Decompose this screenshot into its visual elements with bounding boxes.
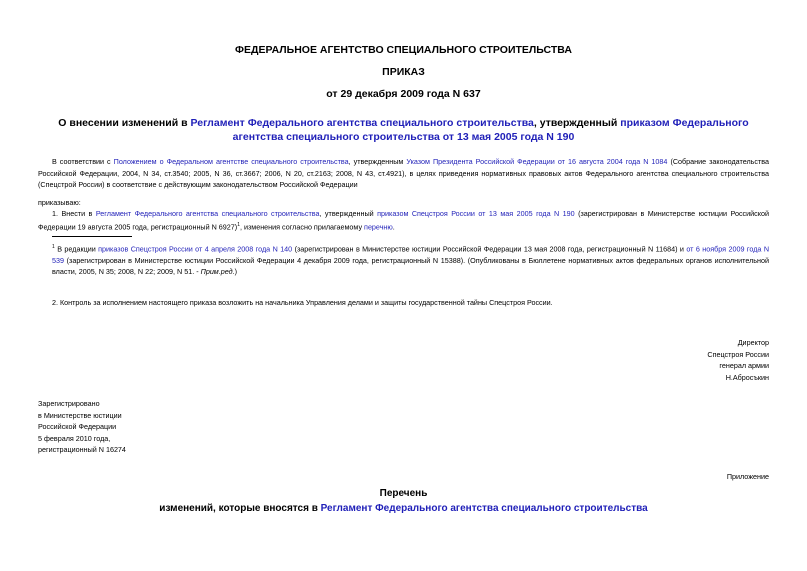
item-1-link-order[interactable]: приказом Спецстроя России от 13 мая 2005 года N 190 [377, 209, 575, 218]
title-text: , утвержденный [533, 117, 621, 129]
appendix-link-regulation[interactable]: Регламент Федерального агентства специального строительства [320, 503, 648, 514]
preamble-link-decree[interactable]: Указом Президента Российской Федерации от 16 августа 2004 года N 1084 [406, 157, 668, 166]
footnote-paragraph [52, 242, 769, 278]
title-link-regulation[interactable]: Регламент Федерального агентства специального строительства [190, 117, 534, 129]
signature-rank: генерал армии [719, 361, 769, 370]
registration-line: Российской Федерации [38, 422, 117, 431]
title-link-order[interactable]: приказом Федерального агентства специального строительства от 13 мая 2005 года N 190 [232, 117, 749, 143]
footnote-divider [52, 236, 132, 237]
appendix-label: Приложение [726, 472, 769, 481]
appendix-subtitle-text: изменений, которые вносятся в [159, 503, 321, 514]
registration-line: 5 февраля 2010 года, [38, 433, 111, 443]
title-text: О внесении изменений в [58, 117, 191, 129]
registration-line: Зарегистрировано [38, 399, 100, 408]
agency-name: ФЕДЕРАЛЬНОЕ АГЕНТСТВО СПЕЦИАЛЬНОГО СТРОИТЕЛЬСТВА [235, 44, 572, 56]
item-2-paragraph: 2. Контроль за исполнением настоящего приказа возложить на начальника Управления делами и защиты государственной тайны Спецстроя России. [52, 298, 553, 307]
registration-block [38, 398, 238, 456]
signature-org: Спецстроя России [707, 349, 769, 359]
footnote-ref: 1 [237, 221, 240, 228]
document-title [50, 116, 757, 144]
order-word: приказываю: [38, 198, 81, 207]
item-1-paragraph [38, 208, 769, 232]
signature-block [560, 337, 769, 383]
footnote-text: ) [234, 267, 238, 277]
doc-type: ПРИКАЗ [382, 66, 425, 78]
item-1-text: 1. Внести в [52, 209, 96, 218]
preamble-text: (Собрание законодательства Российской Федерации, 2004, N 34, ст.3540; 2005, N 36, ст.3667; 2006, N 20, ст.2163; 2008, N 43, ст.4921), в целях приведения нормативных правовых актов Федерального агентства специального строительства (Спецстрой России) в соответствие с действующим законодательством Российской Федерации [38, 157, 770, 189]
signature-name: Н.Абросъкин [725, 372, 769, 382]
footnote-text: (зарегистрирован в Министерстве юстиции Российской Федерации 13 мая 2008 года, регистрационный N 11684) и [292, 244, 687, 254]
registration-line: в Министерстве юстиции [38, 410, 122, 420]
item-1-text: (зарегистрирован в Министерстве юстиции Российской Федерации 19 августа 2005 года, регистрационный N 6927) [38, 209, 770, 231]
appendix-subtitle [0, 503, 807, 514]
item-1-text: . [392, 221, 395, 231]
footnote-editor-note: Прим.ред. [200, 267, 235, 277]
preamble-text: , утвержденным [348, 157, 407, 166]
preamble-paragraph [38, 156, 769, 191]
footnote-text: (зарегистрирован в Министерстве юстиции Российской Федерации 4 декабря 2009 года, регистрационный N 15388). (Опубликованы в Бюллетене нормативных актов федеральных органов исполнительной власти, 2005, N 35; 2008, N 22; 2009, N 51. - [52, 255, 769, 277]
footnote-text: В редакции [54, 244, 99, 254]
item-1-text: , изменения согласно прилагаемому [239, 221, 365, 231]
footnote-mark: 1 [52, 244, 55, 250]
footnote-link-order-nov[interactable]: от 6 ноября 2009 года N 539 [52, 244, 770, 265]
appendix-title: Перечень [379, 488, 428, 499]
order-date: от 29 декабря 2009 года N 637 [326, 88, 481, 100]
item-1-link-regulation[interactable]: Регламент Федерального агентства специального строительства [95, 209, 320, 218]
preamble-text: В соответствии с [52, 157, 114, 166]
footnote-link-orders[interactable]: приказов Спецстроя России от 4 апреля 2008 года N 140 [98, 244, 293, 254]
registration-line: регистрационный N 16274 [38, 445, 126, 454]
preamble-link-regulation[interactable]: Положением о Федеральном агентстве специального строительства [113, 157, 349, 166]
item-1-text: , утвержденный [319, 209, 378, 218]
signature-title: Директор [737, 338, 769, 347]
item-1-link-list[interactable]: перечню [364, 221, 393, 231]
